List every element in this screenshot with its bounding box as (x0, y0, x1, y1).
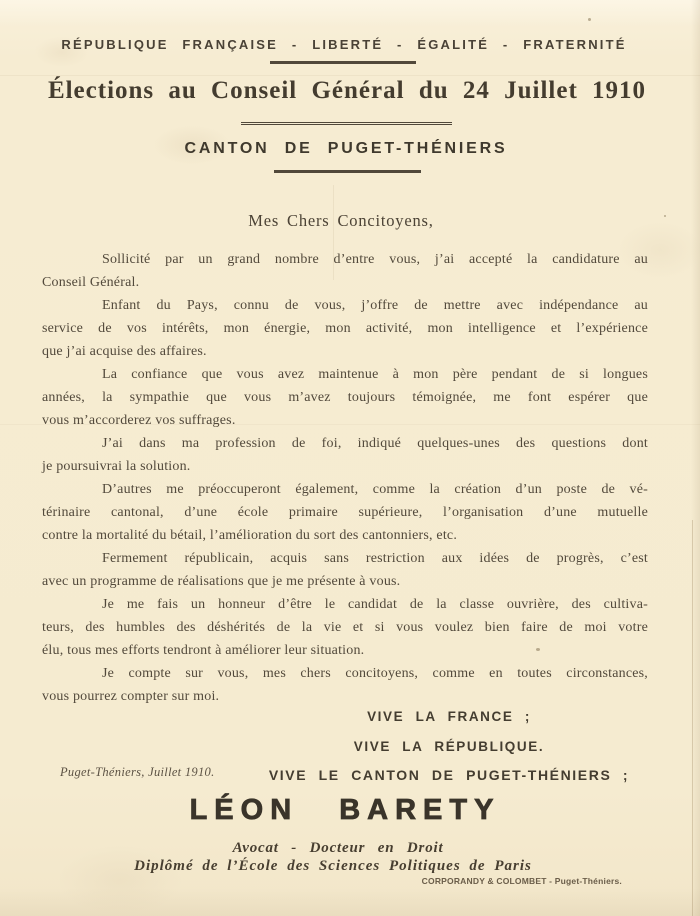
paragraph (42, 294, 648, 363)
candidate-title-2: Diplômé de l’École des Sciences Politiques de Paris (134, 858, 532, 874)
acclamation-france: VIVE LA FRANCE ; (367, 709, 531, 724)
text-line: vous m’accorderez vos suffrages. (42, 413, 236, 428)
paper-speck (588, 18, 591, 21)
candidate-name: LÉON BARETY (189, 794, 501, 826)
text-line: Je compte sur vous, mes chers concitoyens, comme en toutes circonstances, (102, 666, 648, 681)
motto-underline (270, 61, 416, 64)
paragraph (42, 248, 648, 294)
paragraph (42, 593, 648, 662)
text-line: Conseil Général. (42, 275, 140, 290)
paragraph (42, 478, 648, 547)
title-underline (241, 122, 452, 125)
text-line: teurs, des humbles des déshérités de la vie et si vous voulez bien faire de moi votre (42, 620, 648, 635)
salutation: Mes Chers Concitoyens, (248, 211, 434, 230)
canton-underline (274, 170, 421, 173)
letter-body (42, 248, 648, 708)
text-line: J’ai dans ma profession de foi, indiqué quelques-unes des questions dont (102, 436, 648, 451)
text-line: élu, tous mes efforts tendront à améliorer leur situation. (42, 643, 365, 658)
text-line: je poursuivrai la solution. (42, 459, 191, 474)
republic-motto: RÉPUBLIQUE FRANÇAISE - LIBERTÉ - ÉGALITÉ - FRATERNITÉ (61, 37, 627, 52)
paper-speck (536, 648, 540, 651)
text-line: vous pourrez compter sur moi. (42, 689, 220, 704)
text-line: Je me fais un honneur d’être le candidat de la classe ouvrière, des cultiva- (102, 597, 648, 612)
text-line: avec un programme de réalisations que je me présente à vous. (42, 574, 401, 589)
text-line: Enfant du Pays, connu de vous, j’offre de mettre avec indépendance au (102, 298, 648, 313)
text-line: contre la mortalité du bétail, l’amélioration du sort des cantonniers, etc. (42, 528, 458, 543)
acclamation-republique: VIVE LA RÉPUBLIQUE. (353, 739, 545, 754)
text-line: années, la sympathie que vous m’avez toujours témoignée, me font espérer que (42, 390, 648, 405)
place-date-line: Puget-Théniers, Juillet 1910. (60, 765, 215, 779)
text-line: D’autres me préoccuperont également, comme la création d’un poste de vé- (102, 482, 648, 497)
paragraph (42, 363, 648, 432)
text-line: service de vos intérêts, mon énergie, mon activité, mon intelligence et l’expérience (42, 321, 648, 336)
text-line: La confiance que vous avez maintenue à mon père pendant de si longues (102, 367, 648, 382)
page-title: Élections au Conseil Général du 24 Juillet 1910 (47, 77, 647, 104)
acclamation-canton: VIVE LE CANTON DE PUGET-THÉNIERS ; (268, 767, 630, 783)
text-line: térinaire cantonal, d’une école primaire supérieure, l’organisation d’une mutuelle (42, 505, 648, 520)
paragraph (42, 662, 648, 708)
text-line: Sollicité par un grand nombre d’entre vous, j’ai accepté la candidature au (102, 252, 648, 267)
paragraph (42, 547, 648, 593)
candidate-title-1: Avocat - Docteur en Droit (232, 840, 444, 856)
paper-speck (664, 215, 666, 217)
paragraph (42, 432, 648, 478)
printer-credit: CORPORANDY & COLOMBET - Puget-Théniers. (421, 876, 622, 886)
canton-subtitle: CANTON DE PUGET-THÉNIERS (184, 140, 508, 157)
text-line: Fermement républicain, acquis sans restriction aux idées de progrès, c’est (102, 551, 648, 566)
text-line: que j’ai acquise des affaires. (42, 344, 207, 359)
